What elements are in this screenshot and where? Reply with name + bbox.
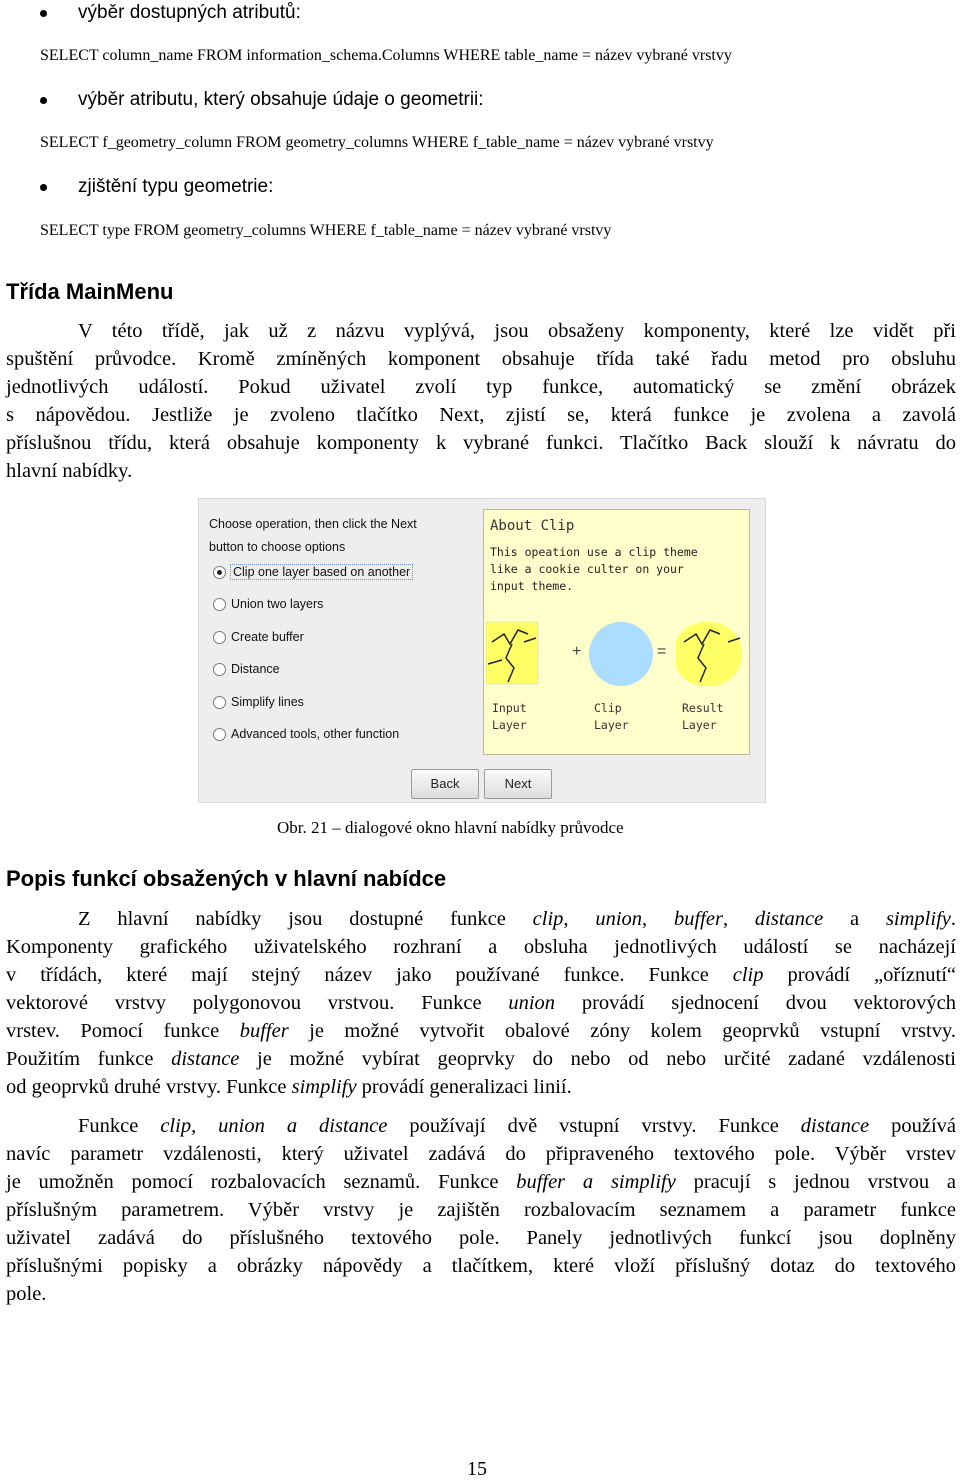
radio-button[interactable]	[213, 696, 226, 709]
text-line: jednotlivých událostí. Pokud uživatel zvolí typ funkce, automatický se změní obrázek	[6, 376, 956, 398]
radio-label[interactable]: Union two layers	[231, 597, 324, 611]
paragraph-mainmenu	[6, 317, 956, 485]
radio-button[interactable]	[213, 663, 226, 676]
bullet-text: zjištění typu geometrie:	[78, 176, 274, 197]
radio-button[interactable]	[213, 598, 226, 611]
clip-layer-icon	[589, 622, 653, 686]
text-line: Použitím funkce distance je možné vybírat geoprvky do nebo od nebo určité zadané vzdálenosti	[6, 1048, 956, 1070]
caption-result-layer	[682, 700, 724, 734]
back-button[interactable]: Back	[411, 769, 479, 799]
radio-button[interactable]	[213, 631, 226, 644]
caption-input-layer	[492, 700, 527, 734]
text-line: je umožněn pomocí rozbalovacích seznamů. Funkce buffer a simplify pracují s jednou vrstvou a	[6, 1171, 956, 1193]
caption-line: Layer	[682, 718, 717, 732]
equals-sign: =	[657, 643, 667, 660]
bullet-text: výběr atributu, který obsahuje údaje o geometrii:	[78, 89, 484, 110]
radio-label[interactable]: Distance	[231, 662, 280, 676]
text-line: uživatel zadává do příslušného textového pole. Panely jednotlivých funkcí jsou doplněny	[6, 1227, 956, 1249]
help-desc-line: like a cookie culter on your	[490, 562, 684, 576]
help-title: About Clip	[490, 518, 575, 534]
text-line: příslušnými popisky a obrázky nápovědy a tlačítkem, které vloží příslušný dotaz do textového	[6, 1255, 956, 1277]
caption-line: Clip	[594, 701, 622, 715]
text-line: Z hlavní nabídky jsou dostupné funkce clip, union, buffer, distance a simplify.	[78, 908, 956, 930]
bullet-dot	[40, 97, 47, 104]
section-heading: Třída MainMenu	[6, 279, 174, 304]
instruction-line: Choose operation, then click the Next	[209, 517, 417, 531]
radio-label[interactable]: Simplify lines	[231, 695, 304, 709]
wizard-dialog	[198, 498, 766, 803]
text-line: spuštění průvodce. Kromě zmíněných komponent obsahuje třída také řadu metod pro obsluhu	[6, 348, 956, 370]
bullet-dot	[40, 184, 47, 191]
sql-query: SELECT type FROM geometry_columns WHERE f_table_name = název vybrané vrstvy	[40, 222, 612, 239]
text-line: příslušným parametrem. Výběr vrstvy je zajištěn rozbalovacím seznamem a parametr funkce	[6, 1199, 956, 1221]
caption-line: Result	[682, 701, 724, 715]
caption-line: Input	[492, 701, 527, 715]
section-heading: Popis funkcí obsažených v hlavní nabídce	[6, 866, 447, 891]
text-line: Komponenty grafického uživatelského rozhraní a obsluha jednotlivých událostí se nacházejí	[6, 936, 956, 958]
help-desc-line: input theme.	[490, 579, 574, 593]
bullet-text: výběr dostupných atributů:	[78, 2, 301, 23]
radio-button[interactable]	[213, 728, 226, 741]
caption-line: Layer	[492, 718, 527, 732]
text-line: příslušnou třídu, která obsahuje komponenty k vybrané funkci. Tlačítko Back slouží k návratu do	[6, 432, 956, 454]
instruction-line: button to choose options	[209, 540, 346, 554]
text-line: od geoprvků druhé vrstvy. Funkce simplify provádí generalizaci linií.	[6, 1076, 572, 1098]
text-line: navíc parametr vzdálenosti, který uživatel zadává do připraveného textového pole. Výběr vrstev	[6, 1143, 956, 1165]
text-line: V této třídě, jak už z názvu vyplývá, jsou obsaženy komponenty, které lze vidět při	[78, 320, 956, 342]
input-layer-icon	[486, 622, 538, 684]
caption-clip-layer	[594, 700, 629, 734]
paragraph-inputs	[6, 1112, 956, 1308]
help-panel	[483, 509, 750, 755]
paragraph-functions	[6, 905, 956, 1101]
text-line: vektorové vrstvy polygonovou vrstvou. Funkce union provádí sjednocení dvou vektorových	[6, 992, 956, 1014]
next-button[interactable]: Next	[484, 769, 552, 799]
text-line: pole.	[6, 1283, 47, 1305]
plus-sign: +	[572, 643, 582, 660]
text-line: s nápovědou. Jestliže je zvoleno tlačítko Next, zjistí se, která funkce je zvolena a zavolá	[6, 404, 956, 426]
text-line: vrstev. Pomocí funkce buffer je možné vytvořit obalové zóny kolem geoprvků vstupní vrstvy.	[6, 1020, 957, 1042]
radio-label[interactable]: Create buffer	[231, 630, 304, 644]
text-line: v třídách, které mají stejný název jako používané funkce. Funkce clip provádí „oříznutí“	[6, 964, 956, 986]
sql-query: SELECT column_name FROM information_schema.Columns WHERE table_name = název vybrané vrstvy	[40, 47, 732, 64]
page-number: 15	[467, 1458, 487, 1480]
bullet-dot	[40, 10, 47, 17]
radio-label[interactable]: Clip one layer based on another	[233, 565, 411, 579]
help-description	[490, 544, 698, 595]
radio-label[interactable]: Advanced tools, other function	[231, 727, 400, 741]
text-line: Funkce clip, union a distance používají dvě vstupní vrstvy. Funkce distance používá	[78, 1115, 956, 1137]
result-layer-icon	[676, 622, 742, 686]
radio-button-selected[interactable]	[213, 566, 226, 579]
text-line: hlavní nabídky.	[6, 460, 133, 482]
help-desc-line: This opeation use a clip theme	[490, 545, 698, 559]
caption-line: Layer	[594, 718, 629, 732]
sql-query: SELECT f_geometry_column FROM geometry_columns WHERE f_table_name = název vybrané vrstvy	[40, 134, 714, 151]
dialog-instruction	[209, 513, 417, 559]
figure-caption: Obr. 21 – dialogové okno hlavní nabídky průvodce	[277, 818, 624, 837]
